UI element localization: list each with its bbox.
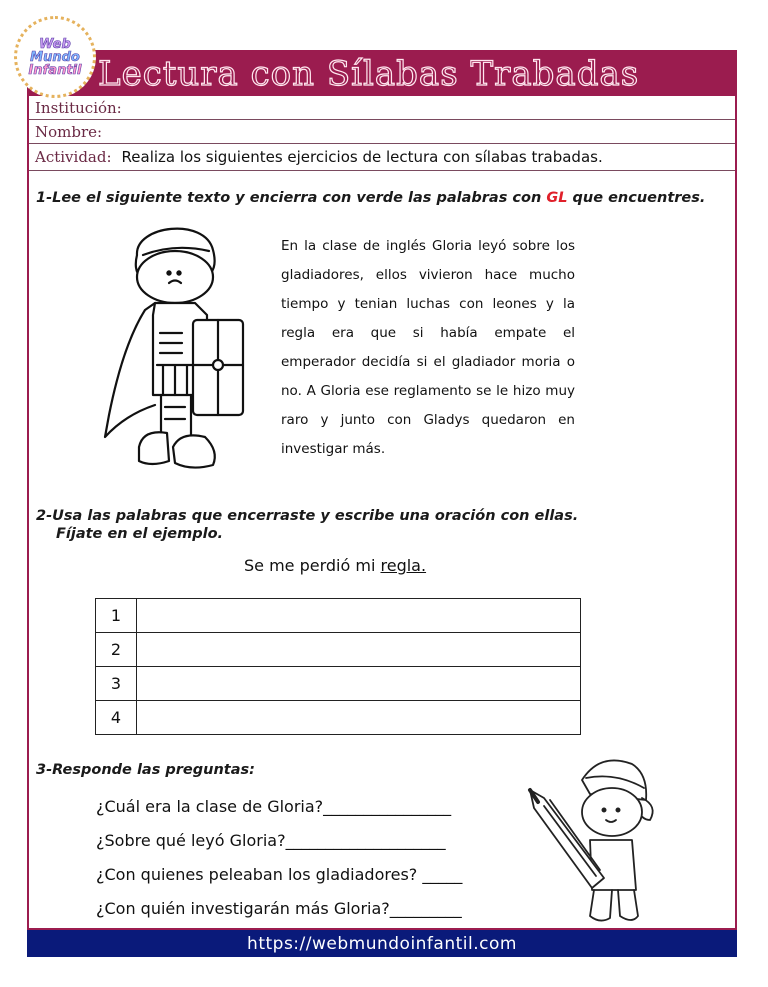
- actividad-value: Realiza los siguientes ejercicios de lectura con sílabas trabadas.: [121, 148, 603, 166]
- section1-highlight: GL: [546, 190, 568, 206]
- section1-title-text: 1-Lee el siguiente texto y encierra con verde las palabras con: [36, 190, 547, 206]
- answer-line-4[interactable]: [137, 701, 581, 735]
- reading-passage: En la clase de inglés Gloria leyó sobre los gladiadores, ellos vivieron hace mucho tiempo y tenian luchas con leones y la regla era que si había empate el emperador decidía si el gladiador moria o no. A Gloria ese reglamento se le hizo muy raro y junto con Gladys quedaron en investigar más.: [281, 238, 575, 457]
- actividad-label: Actividad:: [35, 148, 112, 166]
- institucion-label: Institución:: [35, 99, 122, 117]
- row-number: 1: [96, 599, 137, 633]
- example-word: regla.: [380, 556, 427, 575]
- logo-line-1: Web: [39, 36, 71, 52]
- questions-list: [96, 790, 462, 926]
- example-sentence: [244, 556, 426, 575]
- section1-title: [36, 190, 705, 206]
- logo-line-2: Mundo: [30, 49, 80, 65]
- nombre-field[interactable]: [29, 120, 735, 144]
- page-title: Lectura con Sílabas Trabadas: [98, 54, 640, 94]
- answer-line-2[interactable]: [137, 633, 581, 667]
- answer-line-3[interactable]: [137, 667, 581, 701]
- section3-title: 3-Responde las preguntas:: [36, 762, 255, 778]
- boy-with-pencil-illustration: [520, 750, 660, 930]
- table-row: [96, 599, 581, 633]
- institucion-field[interactable]: [29, 96, 735, 120]
- question-item[interactable]: ¿Con quién investigarán más Gloria?_________: [96, 899, 462, 918]
- table-row: [96, 667, 581, 701]
- section1-title-end: que encuentres.: [567, 190, 706, 206]
- row-number: 4: [96, 701, 137, 735]
- answer-line-1[interactable]: [137, 599, 581, 633]
- question-item[interactable]: ¿Cuál era la clase de Gloria?________________: [96, 797, 452, 816]
- logo-line-3: Infantil: [28, 62, 82, 78]
- section2-subtitle: Fíjate en el ejemplo.: [56, 526, 224, 542]
- table-row: [96, 633, 581, 667]
- site-logo: [14, 16, 96, 98]
- sentence-lines-table: [95, 598, 581, 735]
- nombre-label: Nombre:: [35, 123, 103, 141]
- actividad-row: [29, 144, 735, 171]
- table-row: [96, 701, 581, 735]
- row-number: 2: [96, 633, 137, 667]
- example-text: Se me perdió mi: [244, 556, 381, 575]
- row-number: 3: [96, 667, 137, 701]
- question-item[interactable]: ¿Con quienes peleaban los gladiadores? _____: [96, 865, 463, 884]
- footer-url[interactable]: https://webmundoinfantil.com: [27, 928, 737, 957]
- question-item[interactable]: ¿Sobre qué leyó Gloria?____________________: [96, 831, 446, 850]
- section2-title: 2-Usa las palabras que encerraste y escribe una oración con ellas.: [36, 508, 579, 524]
- gladiator-illustration: [95, 215, 255, 485]
